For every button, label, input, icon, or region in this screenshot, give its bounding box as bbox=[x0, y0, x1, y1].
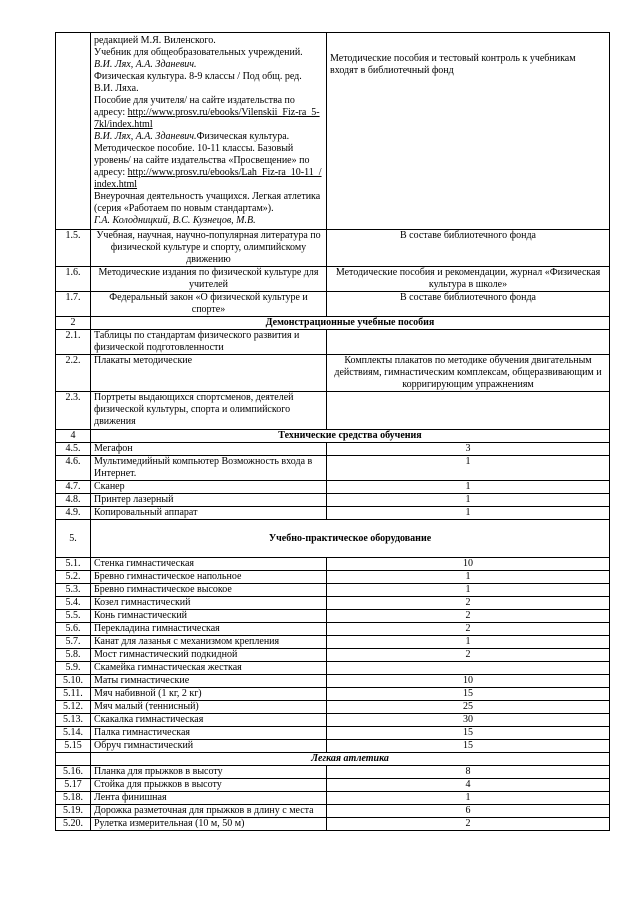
table-row bbox=[56, 675, 610, 688]
section-number bbox=[56, 753, 91, 766]
row-number: 5.6. bbox=[56, 623, 91, 636]
row-name: Принтер лазерный bbox=[91, 494, 327, 507]
section-number: 4 bbox=[56, 430, 91, 443]
row-name: Палка гимнастическая bbox=[91, 727, 327, 740]
row-name: Портреты выдающихся спортсменов, деятелей физической культуры, спорта и олимпийского движения bbox=[91, 392, 327, 430]
row-number: 5.8. bbox=[56, 649, 91, 662]
literature-line: Учебник для общеобразовательных учреждений. В.И. Лях, А.А. Зданевич. bbox=[94, 47, 303, 70]
row-value bbox=[327, 662, 610, 675]
row-value: 1 bbox=[327, 792, 610, 805]
row-value: 1 bbox=[327, 507, 610, 520]
row-name: Конь гимнастический bbox=[91, 610, 327, 623]
row-number: 5.9. bbox=[56, 662, 91, 675]
table-row bbox=[56, 230, 610, 267]
row-name: Мегафон bbox=[91, 443, 327, 456]
table-row bbox=[56, 597, 610, 610]
row-name: Козел гимнастический bbox=[91, 597, 327, 610]
row-value: 2 bbox=[327, 597, 610, 610]
row-number: 5.14. bbox=[56, 727, 91, 740]
row-name: Канат для лазанья с механизмом крепления bbox=[91, 636, 327, 649]
row-number: 5.5. bbox=[56, 610, 91, 623]
row-value: 1 bbox=[327, 584, 610, 597]
row-name: Таблицы по стандартам физического развития и физической подготовленности bbox=[91, 330, 327, 355]
row-name: Дорожка разметочная для прыжков в длину с места bbox=[91, 805, 327, 818]
row-value: 1 bbox=[327, 494, 610, 507]
row-name: Скакалка гимнастическая bbox=[91, 714, 327, 727]
row-value: 6 bbox=[327, 805, 610, 818]
table-row bbox=[56, 571, 610, 584]
row-name: Маты гимнастические bbox=[91, 675, 327, 688]
table-row bbox=[56, 727, 610, 740]
row-number: 5.15 bbox=[56, 740, 91, 753]
row-name: Обруч гимнастический bbox=[91, 740, 327, 753]
table-row bbox=[56, 792, 610, 805]
row-name: Плакаты методические bbox=[91, 355, 327, 392]
row-value: 1 bbox=[327, 571, 610, 584]
row-number: 2.1. bbox=[56, 330, 91, 355]
literature-line: Физическая культура. 8-9 классы / Под общ. ред. В.И. Ляха. bbox=[94, 71, 302, 94]
row-number: 5.10. bbox=[56, 675, 91, 688]
table-row bbox=[56, 662, 610, 675]
top-row-literature bbox=[91, 33, 327, 230]
row-number: 2.2. bbox=[56, 355, 91, 392]
table-row bbox=[56, 392, 610, 430]
row-name: Стойка для прыжков в высоту bbox=[91, 779, 327, 792]
row-value: В составе библиотечного фонда bbox=[327, 230, 610, 267]
row-number: 5.12. bbox=[56, 701, 91, 714]
section-row bbox=[56, 430, 610, 443]
row-value: 10 bbox=[327, 675, 610, 688]
row-name: Мяч набивной (1 кг, 2 кг) bbox=[91, 688, 327, 701]
table-row bbox=[56, 636, 610, 649]
literature-line: Внеурочная деятельность учащихся. Легкая атлетика (серия «Работаем по новым стандартам»). bbox=[94, 191, 321, 214]
row-value: Комплекты плакатов по методике обучения двигательным действиям, гимнастическим комплексам, общеразвивающим и корригирующим упражнениям bbox=[327, 355, 610, 392]
row-number: 2.3. bbox=[56, 392, 91, 430]
row-name: Мяч малый (теннисный) bbox=[91, 701, 327, 714]
row-name: Бревно гимнастическое напольное bbox=[91, 571, 327, 584]
row-value bbox=[327, 330, 610, 355]
table-row bbox=[56, 610, 610, 623]
table-body bbox=[56, 33, 610, 831]
row-name: Рулетка измерительная (10 м, 50 м) bbox=[91, 818, 327, 831]
row-name: Мост гимнастический подкидной bbox=[91, 649, 327, 662]
section-title: Демонстрационные учебные пособия bbox=[91, 317, 610, 330]
row-number: 4.9. bbox=[56, 507, 91, 520]
row-value: 2 bbox=[327, 818, 610, 831]
publisher-link[interactable]: http://www.prosv.ru/ebooks/Lah_Fiz-ra_10-11_/index.html bbox=[94, 167, 322, 190]
top-row-note: Методические пособия и тестовый контроль к учебникам входят в библиотечный фонд bbox=[327, 33, 610, 230]
row-name: Перекладина гимнастическая bbox=[91, 623, 327, 636]
row-value: 15 bbox=[327, 727, 610, 740]
row-value: 15 bbox=[327, 688, 610, 701]
table-row bbox=[56, 584, 610, 597]
table-row bbox=[56, 355, 610, 392]
row-name: Методические издания по физической культуре для учителей bbox=[91, 267, 327, 292]
section-row bbox=[56, 520, 610, 558]
table-row bbox=[56, 267, 610, 292]
literature-line: Г.А. Колодницкий, В.С. Кузнецов, М.В. bbox=[94, 215, 256, 226]
row-name: Скамейка гимнастическая жесткая bbox=[91, 662, 327, 675]
row-value: Методические пособия и рекомендации, журнал «Физическая культура в школе» bbox=[327, 267, 610, 292]
table-row bbox=[56, 818, 610, 831]
table-row bbox=[56, 805, 610, 818]
row-number: 5.1. bbox=[56, 558, 91, 571]
section-title: Легкая атлетика bbox=[91, 753, 610, 766]
row-number: 5.17 bbox=[56, 779, 91, 792]
row-value: 1 bbox=[327, 481, 610, 494]
row-value: 4 bbox=[327, 779, 610, 792]
table-row bbox=[56, 779, 610, 792]
literature-line: редакцией М.Я. Виленского. bbox=[94, 35, 216, 46]
table-row bbox=[56, 481, 610, 494]
row-number: 1.7. bbox=[56, 292, 91, 317]
table-row bbox=[56, 740, 610, 753]
row-number: 5.16. bbox=[56, 766, 91, 779]
row-name: Бревно гимнастическое высокое bbox=[91, 584, 327, 597]
row-value: 1 bbox=[327, 456, 610, 481]
literature-line: В.И. Лях, А.А. Зданевич.Физическая культура. Методическое пособие. 10-11 классы. Базовый уровень/ на сайте издательства «Просвещение» по адресу: http://www.prosv.ru/ebooks/Lah_Fiz-ra_10-11_/index.html bbox=[94, 131, 322, 190]
section-title: Технические средства обучения bbox=[91, 430, 610, 443]
table-row bbox=[56, 443, 610, 456]
row-number: 5.13. bbox=[56, 714, 91, 727]
row-number: 5.18. bbox=[56, 792, 91, 805]
section-number: 5. bbox=[56, 520, 91, 558]
row-number: 5.11. bbox=[56, 688, 91, 701]
top-row-num bbox=[56, 33, 91, 230]
row-value: 2 bbox=[327, 610, 610, 623]
row-value: 8 bbox=[327, 766, 610, 779]
row-value: 1 bbox=[327, 636, 610, 649]
table-row bbox=[56, 688, 610, 701]
section-title: Учебно-практическое оборудование bbox=[91, 520, 610, 558]
section-row bbox=[56, 317, 610, 330]
table-row bbox=[56, 649, 610, 662]
table-row bbox=[56, 507, 610, 520]
row-number: 5.4. bbox=[56, 597, 91, 610]
top-row bbox=[56, 33, 610, 230]
row-value: В составе библиотечного фонда bbox=[327, 292, 610, 317]
row-name: Копировальный аппарат bbox=[91, 507, 327, 520]
table-row bbox=[56, 701, 610, 714]
row-value: 2 bbox=[327, 649, 610, 662]
row-value: 2 bbox=[327, 623, 610, 636]
section-number: 2 bbox=[56, 317, 91, 330]
table-row bbox=[56, 623, 610, 636]
row-value: 10 bbox=[327, 558, 610, 571]
table-row bbox=[56, 456, 610, 481]
row-number: 5.7. bbox=[56, 636, 91, 649]
row-name: Федеральный закон «О физической культуре и спорте» bbox=[91, 292, 327, 317]
row-value: 25 bbox=[327, 701, 610, 714]
table-row bbox=[56, 330, 610, 355]
row-number: 4.5. bbox=[56, 443, 91, 456]
row-name: Мультимедийный компьютер Возможность входа в Интернет. bbox=[91, 456, 327, 481]
table-row bbox=[56, 494, 610, 507]
row-number: 5.20. bbox=[56, 818, 91, 831]
row-number: 4.7. bbox=[56, 481, 91, 494]
row-number: 4.6. bbox=[56, 456, 91, 481]
table-row bbox=[56, 714, 610, 727]
publisher-link[interactable]: http://www.prosv.ru/ebooks/Vilenskii_Fiz-ra_5-7kl/index.html bbox=[94, 107, 320, 130]
row-name: Сканер bbox=[91, 481, 327, 494]
row-number: 4.8. bbox=[56, 494, 91, 507]
row-value bbox=[327, 392, 610, 430]
row-number: 5.3. bbox=[56, 584, 91, 597]
row-name: Планка для прыжков в высоту bbox=[91, 766, 327, 779]
row-number: 5.2. bbox=[56, 571, 91, 584]
row-value: 30 bbox=[327, 714, 610, 727]
row-number: 1.6. bbox=[56, 267, 91, 292]
table-row bbox=[56, 558, 610, 571]
row-name: Стенка гимнастическая bbox=[91, 558, 327, 571]
row-value: 3 bbox=[327, 443, 610, 456]
table-row bbox=[56, 292, 610, 317]
section-row bbox=[56, 753, 610, 766]
table-row bbox=[56, 766, 610, 779]
equipment-table bbox=[55, 32, 610, 831]
row-number: 5.19. bbox=[56, 805, 91, 818]
row-name: Лента финишная bbox=[91, 792, 327, 805]
row-name: Учебная, научная, научно-популярная литература по физической культуре и спорту, олимпийскому движению bbox=[91, 230, 327, 267]
row-number: 1.5. bbox=[56, 230, 91, 267]
row-value: 15 bbox=[327, 740, 610, 753]
literature-line: Пособие для учителя/ на сайте издательства по адресу: http://www.prosv.ru/ebooks/Vilenskii_Fiz-ra_5-7kl/index.html bbox=[94, 95, 320, 130]
